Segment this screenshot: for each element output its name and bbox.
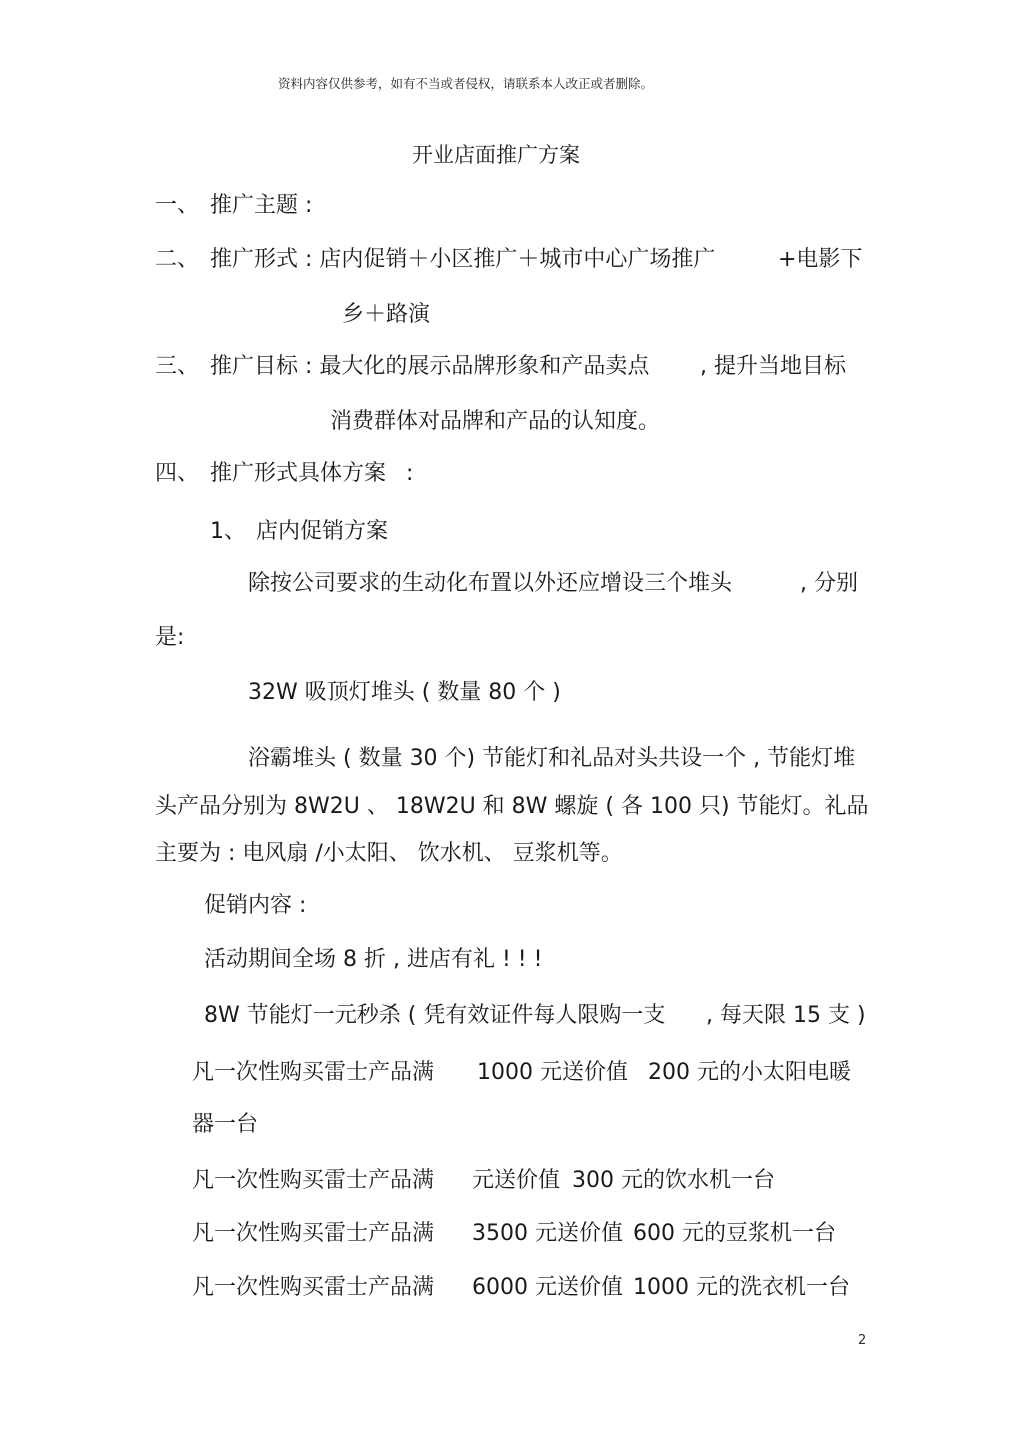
section-3-continuation: 消费群体对品牌和产品的认知度。 (330, 409, 661, 434)
offer-4-label: 凡一次性购买雷士产品满 (192, 1275, 435, 1300)
section-3-tail: , 提升当地目标 (700, 354, 846, 379)
offer-1-continuation: 器一台 (192, 1112, 259, 1137)
section-2-text: 推广形式 : 店内促销＋小区推广＋城市中心广场推广 (210, 247, 716, 272)
paragraph-2-line-3: 主要为 : 电风扇 /小太阳、 饮水机、 豆浆机等。 (155, 841, 623, 866)
section-2-tail: +电影下 (778, 247, 863, 272)
page-number: 2 (858, 1333, 867, 1348)
offer-1-gift: 200 元的小太阳电暖 (648, 1060, 851, 1085)
offer-1-amount: 1000 元送价值 (477, 1060, 628, 1085)
offer-2-amount: 元送价值 (472, 1168, 561, 1193)
promo-discount: 活动期间全场 8 折 , 进店有礼 ! ! ! (204, 947, 543, 972)
section-4-number: 四、 (155, 461, 200, 486)
section-1-text: 推广主题 : (210, 193, 313, 218)
offer-3-gift: 600 元的豆浆机一台 (633, 1221, 836, 1246)
section-3-number: 三、 (155, 354, 200, 379)
disclaimer-text: 资料内容仅供参考，如有不当或者侵权，请联系本人改正或者删除。 (278, 76, 654, 91)
promo-heading: 促销内容 : (204, 893, 307, 918)
section-1-number: 一、 (155, 193, 200, 218)
paragraph-1-line-1: 除按公司要求的生动化布置以外还应增设三个堆头 (248, 571, 733, 596)
offer-2-label: 凡一次性购买雷士产品满 (192, 1168, 435, 1193)
paragraph-1-line-1-tail: , 分别 (800, 571, 858, 596)
subsection-1-text: 店内促销方案 (256, 519, 389, 544)
subsection-1-number: 1、 (210, 519, 246, 544)
paragraph-2-line-1: 浴霸堆头 ( 数量 30 个) 节能灯和礼品对头共设一个 , 节能灯堆 (248, 746, 856, 771)
offer-3-amount: 3500 元送价值 (472, 1221, 623, 1246)
section-4-tail: : (406, 461, 414, 486)
offer-2-gift: 300 元的饮水机一台 (572, 1168, 775, 1193)
promo-flash-sale: 8W 节能灯一元秒杀 ( 凭有效证件每人限购一支 (204, 1003, 666, 1028)
section-2-number: 二、 (155, 247, 200, 272)
promo-flash-sale-tail: , 每天限 15 支 ) (706, 1003, 866, 1028)
item-ceiling-light: 32W 吸顶灯堆头 ( 数量 80 个 ) (248, 680, 561, 705)
offer-4-gift: 1000 元的洗衣机一台 (633, 1275, 850, 1300)
offer-4-amount: 6000 元送价值 (472, 1275, 623, 1300)
section-3-text: 推广目标 : 最大化的展示品牌形象和产品卖点 (210, 354, 650, 379)
paragraph-2-line-2: 头产品分别为 8W2U 、 18W2U 和 8W 螺旋 ( 各 100 只) 节能灯。礼品 (155, 794, 869, 819)
offer-1-label: 凡一次性购买雷士产品满 (192, 1060, 435, 1085)
section-4-text: 推广形式具体方案 (210, 461, 387, 486)
offer-3-label: 凡一次性购买雷士产品满 (192, 1221, 435, 1246)
section-2-continuation: 乡＋路演 (342, 302, 431, 327)
document-title: 开业店面推广方案 (412, 143, 580, 167)
paragraph-1-line-2: 是: (155, 625, 185, 650)
